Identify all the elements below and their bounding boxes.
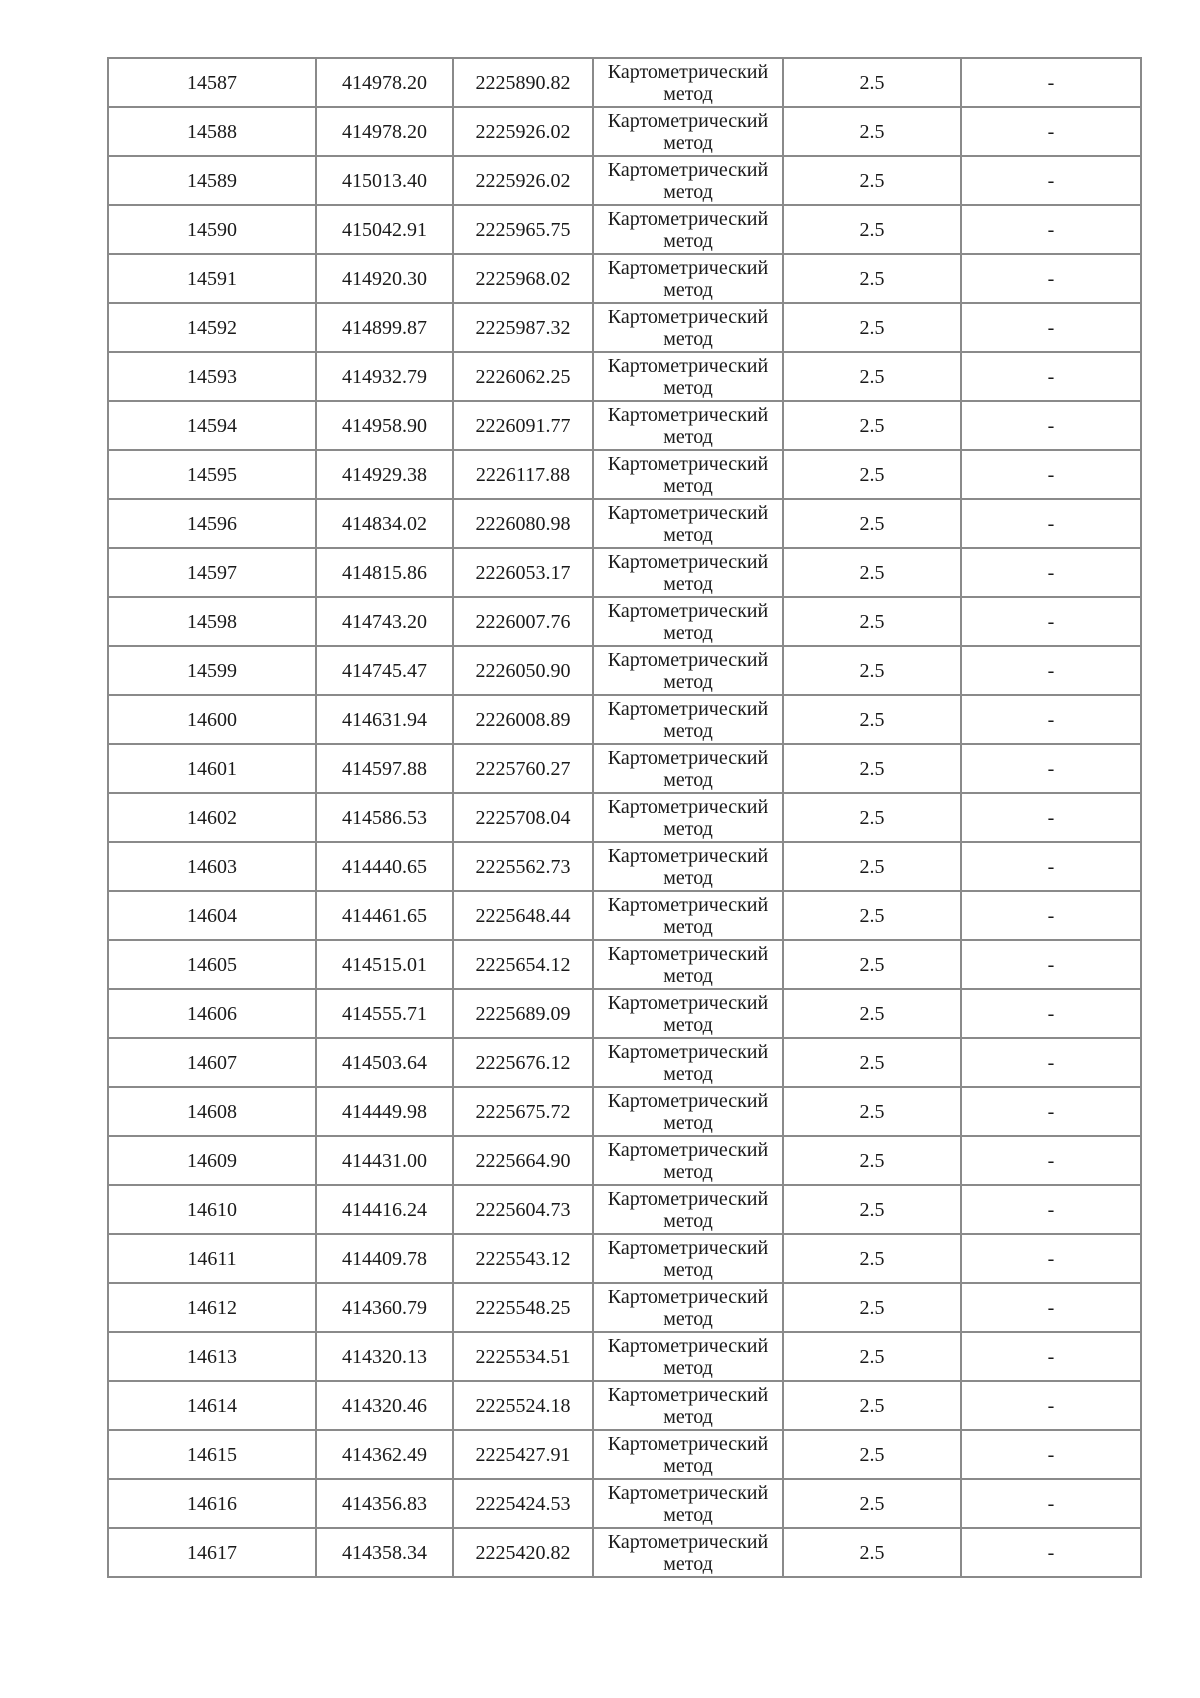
description-cell: - [961, 793, 1141, 842]
method-cell [593, 793, 783, 842]
method-line-1: Картометрический [607, 844, 769, 867]
accuracy-cell: 2.5 [783, 695, 961, 744]
table-row [108, 58, 1141, 107]
y-coordinate-cell: 2226117.88 [453, 450, 593, 499]
method-cell [593, 1038, 783, 1087]
table-row [108, 205, 1141, 254]
accuracy-cell: 2.5 [783, 107, 961, 156]
y-coordinate-cell: 2225675.72 [453, 1087, 593, 1136]
method-cell [593, 107, 783, 156]
method-line-1: Картометрический [607, 354, 769, 377]
y-coordinate-cell: 2225534.51 [453, 1332, 593, 1381]
table-row [108, 352, 1141, 401]
point-number-cell: 14600 [108, 695, 316, 744]
point-number-cell: 14601 [108, 744, 316, 793]
y-coordinate-cell: 2226050.90 [453, 646, 593, 695]
method-cell [593, 499, 783, 548]
description-cell: - [961, 107, 1141, 156]
table-row [108, 254, 1141, 303]
method-line-1: Картометрический [607, 1089, 769, 1112]
x-coordinate-cell: 414743.20 [316, 597, 453, 646]
description-cell: - [961, 156, 1141, 205]
table-row [108, 499, 1141, 548]
accuracy-cell: 2.5 [783, 352, 961, 401]
y-coordinate-cell: 2225654.12 [453, 940, 593, 989]
point-number-cell: 14613 [108, 1332, 316, 1381]
table-row [108, 597, 1141, 646]
method-line-1: Картометрический [607, 207, 769, 230]
description-cell: - [961, 646, 1141, 695]
y-coordinate-cell: 2225420.82 [453, 1528, 593, 1577]
method-cell [593, 1234, 783, 1283]
point-number-cell: 14609 [108, 1136, 316, 1185]
method-line-2: метод [663, 621, 713, 644]
method-cell [593, 450, 783, 499]
description-cell: - [961, 842, 1141, 891]
x-coordinate-cell: 414320.13 [316, 1332, 453, 1381]
method-line-2: метод [663, 1454, 713, 1477]
point-number-cell: 14592 [108, 303, 316, 352]
table-row [108, 646, 1141, 695]
method-line-1: Картометрический [607, 1481, 769, 1504]
method-line-1: Картометрический [607, 1530, 769, 1553]
accuracy-cell: 2.5 [783, 646, 961, 695]
description-cell: - [961, 1038, 1141, 1087]
description-cell: - [961, 744, 1141, 793]
description-cell: - [961, 1234, 1141, 1283]
method-cell [593, 205, 783, 254]
x-coordinate-cell: 414503.64 [316, 1038, 453, 1087]
method-line-2: метод [663, 376, 713, 399]
table-row [108, 744, 1141, 793]
method-line-1: Картометрический [607, 1138, 769, 1161]
method-line-2: метод [663, 1307, 713, 1330]
method-line-2: метод [663, 1111, 713, 1134]
table-row [108, 891, 1141, 940]
point-number-cell: 14616 [108, 1479, 316, 1528]
description-cell: - [961, 1185, 1141, 1234]
x-coordinate-cell: 414899.87 [316, 303, 453, 352]
table-row [108, 1234, 1141, 1283]
point-number-cell: 14605 [108, 940, 316, 989]
method-line-2: метод [663, 964, 713, 987]
accuracy-cell: 2.5 [783, 303, 961, 352]
table-row [108, 1430, 1141, 1479]
y-coordinate-cell: 2225965.75 [453, 205, 593, 254]
method-cell [593, 401, 783, 450]
x-coordinate-cell: 414431.00 [316, 1136, 453, 1185]
method-cell [593, 1136, 783, 1185]
point-number-cell: 14598 [108, 597, 316, 646]
point-number-cell: 14594 [108, 401, 316, 450]
x-coordinate-cell: 414745.47 [316, 646, 453, 695]
y-coordinate-cell: 2226007.76 [453, 597, 593, 646]
method-line-2: метод [663, 719, 713, 742]
point-number-cell: 14602 [108, 793, 316, 842]
table-row [108, 450, 1141, 499]
x-coordinate-cell: 414360.79 [316, 1283, 453, 1332]
method-line-1: Картометрический [607, 1285, 769, 1308]
method-cell [593, 1430, 783, 1479]
method-line-2: метод [663, 474, 713, 497]
description-cell: - [961, 499, 1141, 548]
method-cell [593, 597, 783, 646]
table-row [108, 1479, 1141, 1528]
accuracy-cell: 2.5 [783, 1185, 961, 1234]
x-coordinate-cell: 414978.20 [316, 107, 453, 156]
method-cell [593, 842, 783, 891]
description-cell: - [961, 1283, 1141, 1332]
x-coordinate-cell: 414515.01 [316, 940, 453, 989]
accuracy-cell: 2.5 [783, 597, 961, 646]
point-number-cell: 14611 [108, 1234, 316, 1283]
method-line-1: Картометрический [607, 158, 769, 181]
y-coordinate-cell: 2226091.77 [453, 401, 593, 450]
y-coordinate-cell: 2225548.25 [453, 1283, 593, 1332]
method-line-2: метод [663, 1503, 713, 1526]
description-cell: - [961, 1332, 1141, 1381]
method-line-1: Картометрический [607, 991, 769, 1014]
table-row [108, 1283, 1141, 1332]
y-coordinate-cell: 2225604.73 [453, 1185, 593, 1234]
x-coordinate-cell: 414932.79 [316, 352, 453, 401]
point-number-cell: 14596 [108, 499, 316, 548]
method-cell [593, 1185, 783, 1234]
method-line-1: Картометрический [607, 1383, 769, 1406]
x-coordinate-cell: 414449.98 [316, 1087, 453, 1136]
description-cell: - [961, 401, 1141, 450]
x-coordinate-cell: 414416.24 [316, 1185, 453, 1234]
accuracy-cell: 2.5 [783, 401, 961, 450]
method-line-1: Картометрический [607, 1187, 769, 1210]
description-cell: - [961, 303, 1141, 352]
method-cell [593, 1087, 783, 1136]
accuracy-cell: 2.5 [783, 989, 961, 1038]
accuracy-cell: 2.5 [783, 940, 961, 989]
method-line-2: метод [663, 180, 713, 203]
y-coordinate-cell: 2225708.04 [453, 793, 593, 842]
point-number-cell: 14595 [108, 450, 316, 499]
method-line-2: метод [663, 915, 713, 938]
x-coordinate-cell: 414320.46 [316, 1381, 453, 1430]
method-line-1: Картометрический [607, 452, 769, 475]
description-cell: - [961, 450, 1141, 499]
point-number-cell: 14591 [108, 254, 316, 303]
method-line-2: метод [663, 1552, 713, 1575]
method-line-2: метод [663, 131, 713, 154]
method-line-1: Картометрический [607, 648, 769, 671]
description-cell: - [961, 58, 1141, 107]
method-line-2: метод [663, 572, 713, 595]
table-row [108, 107, 1141, 156]
description-cell: - [961, 254, 1141, 303]
description-cell: - [961, 1430, 1141, 1479]
description-cell: - [961, 695, 1141, 744]
method-line-1: Картометрический [607, 1040, 769, 1063]
coordinates-table [107, 57, 1142, 1578]
accuracy-cell: 2.5 [783, 1234, 961, 1283]
x-coordinate-cell: 414358.34 [316, 1528, 453, 1577]
point-number-cell: 14610 [108, 1185, 316, 1234]
x-coordinate-cell: 414555.71 [316, 989, 453, 1038]
x-coordinate-cell: 414631.94 [316, 695, 453, 744]
method-line-2: метод [663, 817, 713, 840]
accuracy-cell: 2.5 [783, 1430, 961, 1479]
description-cell: - [961, 1381, 1141, 1430]
method-line-1: Картометрический [607, 1432, 769, 1455]
accuracy-cell: 2.5 [783, 205, 961, 254]
table-row [108, 1136, 1141, 1185]
description-cell: - [961, 940, 1141, 989]
method-cell [593, 548, 783, 597]
accuracy-cell: 2.5 [783, 1332, 961, 1381]
x-coordinate-cell: 414362.49 [316, 1430, 453, 1479]
y-coordinate-cell: 2225676.12 [453, 1038, 593, 1087]
method-line-1: Картометрический [607, 550, 769, 573]
point-number-cell: 14599 [108, 646, 316, 695]
method-line-1: Картометрический [607, 893, 769, 916]
y-coordinate-cell: 2226053.17 [453, 548, 593, 597]
description-cell: - [961, 891, 1141, 940]
method-line-2: метод [663, 866, 713, 889]
point-number-cell: 14590 [108, 205, 316, 254]
method-cell [593, 891, 783, 940]
table-row [108, 989, 1141, 1038]
accuracy-cell: 2.5 [783, 58, 961, 107]
x-coordinate-cell: 414920.30 [316, 254, 453, 303]
table-row [108, 401, 1141, 450]
accuracy-cell: 2.5 [783, 450, 961, 499]
accuracy-cell: 2.5 [783, 793, 961, 842]
y-coordinate-cell: 2225926.02 [453, 107, 593, 156]
method-line-2: метод [663, 1209, 713, 1232]
method-cell [593, 58, 783, 107]
method-line-1: Картометрический [607, 1236, 769, 1259]
x-coordinate-cell: 414440.65 [316, 842, 453, 891]
method-line-1: Картометрический [607, 501, 769, 524]
x-coordinate-cell: 414409.78 [316, 1234, 453, 1283]
accuracy-cell: 2.5 [783, 156, 961, 205]
method-line-1: Картометрический [607, 599, 769, 622]
method-line-1: Картометрический [607, 746, 769, 769]
y-coordinate-cell: 2225648.44 [453, 891, 593, 940]
method-line-1: Картометрический [607, 942, 769, 965]
accuracy-cell: 2.5 [783, 1381, 961, 1430]
method-line-2: метод [663, 327, 713, 350]
table-row [108, 842, 1141, 891]
method-cell [593, 254, 783, 303]
method-line-2: метод [663, 82, 713, 105]
x-coordinate-cell: 414356.83 [316, 1479, 453, 1528]
point-number-cell: 14614 [108, 1381, 316, 1430]
y-coordinate-cell: 2225664.90 [453, 1136, 593, 1185]
method-line-2: метод [663, 523, 713, 546]
accuracy-cell: 2.5 [783, 548, 961, 597]
x-coordinate-cell: 414834.02 [316, 499, 453, 548]
method-cell [593, 695, 783, 744]
accuracy-cell: 2.5 [783, 1038, 961, 1087]
accuracy-cell: 2.5 [783, 254, 961, 303]
y-coordinate-cell: 2226062.25 [453, 352, 593, 401]
method-line-1: Картометрический [607, 697, 769, 720]
method-line-1: Картометрический [607, 795, 769, 818]
point-number-cell: 14593 [108, 352, 316, 401]
point-number-cell: 14597 [108, 548, 316, 597]
method-line-2: метод [663, 425, 713, 448]
method-line-2: метод [663, 1258, 713, 1281]
method-cell [593, 989, 783, 1038]
x-coordinate-cell: 414958.90 [316, 401, 453, 450]
x-coordinate-cell: 414815.86 [316, 548, 453, 597]
point-number-cell: 14617 [108, 1528, 316, 1577]
method-cell [593, 352, 783, 401]
table-row [108, 1332, 1141, 1381]
description-cell: - [961, 989, 1141, 1038]
y-coordinate-cell: 2225424.53 [453, 1479, 593, 1528]
point-number-cell: 14588 [108, 107, 316, 156]
x-coordinate-cell: 414597.88 [316, 744, 453, 793]
table-row [108, 1087, 1141, 1136]
y-coordinate-cell: 2225427.91 [453, 1430, 593, 1479]
method-line-1: Картометрический [607, 1334, 769, 1357]
description-cell: - [961, 1087, 1141, 1136]
accuracy-cell: 2.5 [783, 499, 961, 548]
method-line-2: метод [663, 1356, 713, 1379]
y-coordinate-cell: 2225760.27 [453, 744, 593, 793]
method-line-2: метод [663, 768, 713, 791]
table-row [108, 1381, 1141, 1430]
y-coordinate-cell: 2226080.98 [453, 499, 593, 548]
accuracy-cell: 2.5 [783, 744, 961, 793]
method-cell [593, 940, 783, 989]
table-row [108, 940, 1141, 989]
method-cell [593, 1381, 783, 1430]
x-coordinate-cell: 414929.38 [316, 450, 453, 499]
table-row [108, 695, 1141, 744]
table-row [108, 303, 1141, 352]
method-cell [593, 744, 783, 793]
x-coordinate-cell: 415042.91 [316, 205, 453, 254]
coordinates-table-body [108, 58, 1141, 1577]
accuracy-cell: 2.5 [783, 1087, 961, 1136]
method-cell [593, 303, 783, 352]
point-number-cell: 14612 [108, 1283, 316, 1332]
method-line-1: Картометрический [607, 305, 769, 328]
method-cell [593, 646, 783, 695]
point-number-cell: 14606 [108, 989, 316, 1038]
method-line-1: Картометрический [607, 256, 769, 279]
y-coordinate-cell: 2225987.32 [453, 303, 593, 352]
point-number-cell: 14607 [108, 1038, 316, 1087]
accuracy-cell: 2.5 [783, 1283, 961, 1332]
description-cell: - [961, 548, 1141, 597]
x-coordinate-cell: 414586.53 [316, 793, 453, 842]
method-cell [593, 1479, 783, 1528]
accuracy-cell: 2.5 [783, 842, 961, 891]
table-row [108, 1185, 1141, 1234]
y-coordinate-cell: 2225689.09 [453, 989, 593, 1038]
method-line-1: Картометрический [607, 403, 769, 426]
accuracy-cell: 2.5 [783, 1136, 961, 1185]
method-line-1: Картометрический [607, 109, 769, 132]
point-number-cell: 14608 [108, 1087, 316, 1136]
description-cell: - [961, 1136, 1141, 1185]
method-line-2: метод [663, 670, 713, 693]
x-coordinate-cell: 414461.65 [316, 891, 453, 940]
description-cell: - [961, 352, 1141, 401]
description-cell: - [961, 1479, 1141, 1528]
y-coordinate-cell: 2225890.82 [453, 58, 593, 107]
table-row [108, 793, 1141, 842]
point-number-cell: 14615 [108, 1430, 316, 1479]
x-coordinate-cell: 414978.20 [316, 58, 453, 107]
x-coordinate-cell: 415013.40 [316, 156, 453, 205]
y-coordinate-cell: 2225968.02 [453, 254, 593, 303]
table-row [108, 548, 1141, 597]
method-line-2: метод [663, 229, 713, 252]
description-cell: - [961, 597, 1141, 646]
method-cell [593, 1283, 783, 1332]
table-row [108, 1528, 1141, 1577]
method-line-1: Картометрический [607, 60, 769, 83]
accuracy-cell: 2.5 [783, 891, 961, 940]
accuracy-cell: 2.5 [783, 1528, 961, 1577]
y-coordinate-cell: 2226008.89 [453, 695, 593, 744]
y-coordinate-cell: 2225543.12 [453, 1234, 593, 1283]
description-cell: - [961, 1528, 1141, 1577]
method-line-2: метод [663, 1405, 713, 1428]
table-row [108, 156, 1141, 205]
accuracy-cell: 2.5 [783, 1479, 961, 1528]
y-coordinate-cell: 2225926.02 [453, 156, 593, 205]
point-number-cell: 14589 [108, 156, 316, 205]
table-row [108, 1038, 1141, 1087]
method-cell [593, 156, 783, 205]
y-coordinate-cell: 2225562.73 [453, 842, 593, 891]
description-cell: - [961, 205, 1141, 254]
method-line-2: метод [663, 1062, 713, 1085]
method-cell [593, 1332, 783, 1381]
method-cell [593, 1528, 783, 1577]
method-line-2: метод [663, 1013, 713, 1036]
point-number-cell: 14604 [108, 891, 316, 940]
y-coordinate-cell: 2225524.18 [453, 1381, 593, 1430]
point-number-cell: 14603 [108, 842, 316, 891]
point-number-cell: 14587 [108, 58, 316, 107]
method-line-2: метод [663, 278, 713, 301]
method-line-2: метод [663, 1160, 713, 1183]
